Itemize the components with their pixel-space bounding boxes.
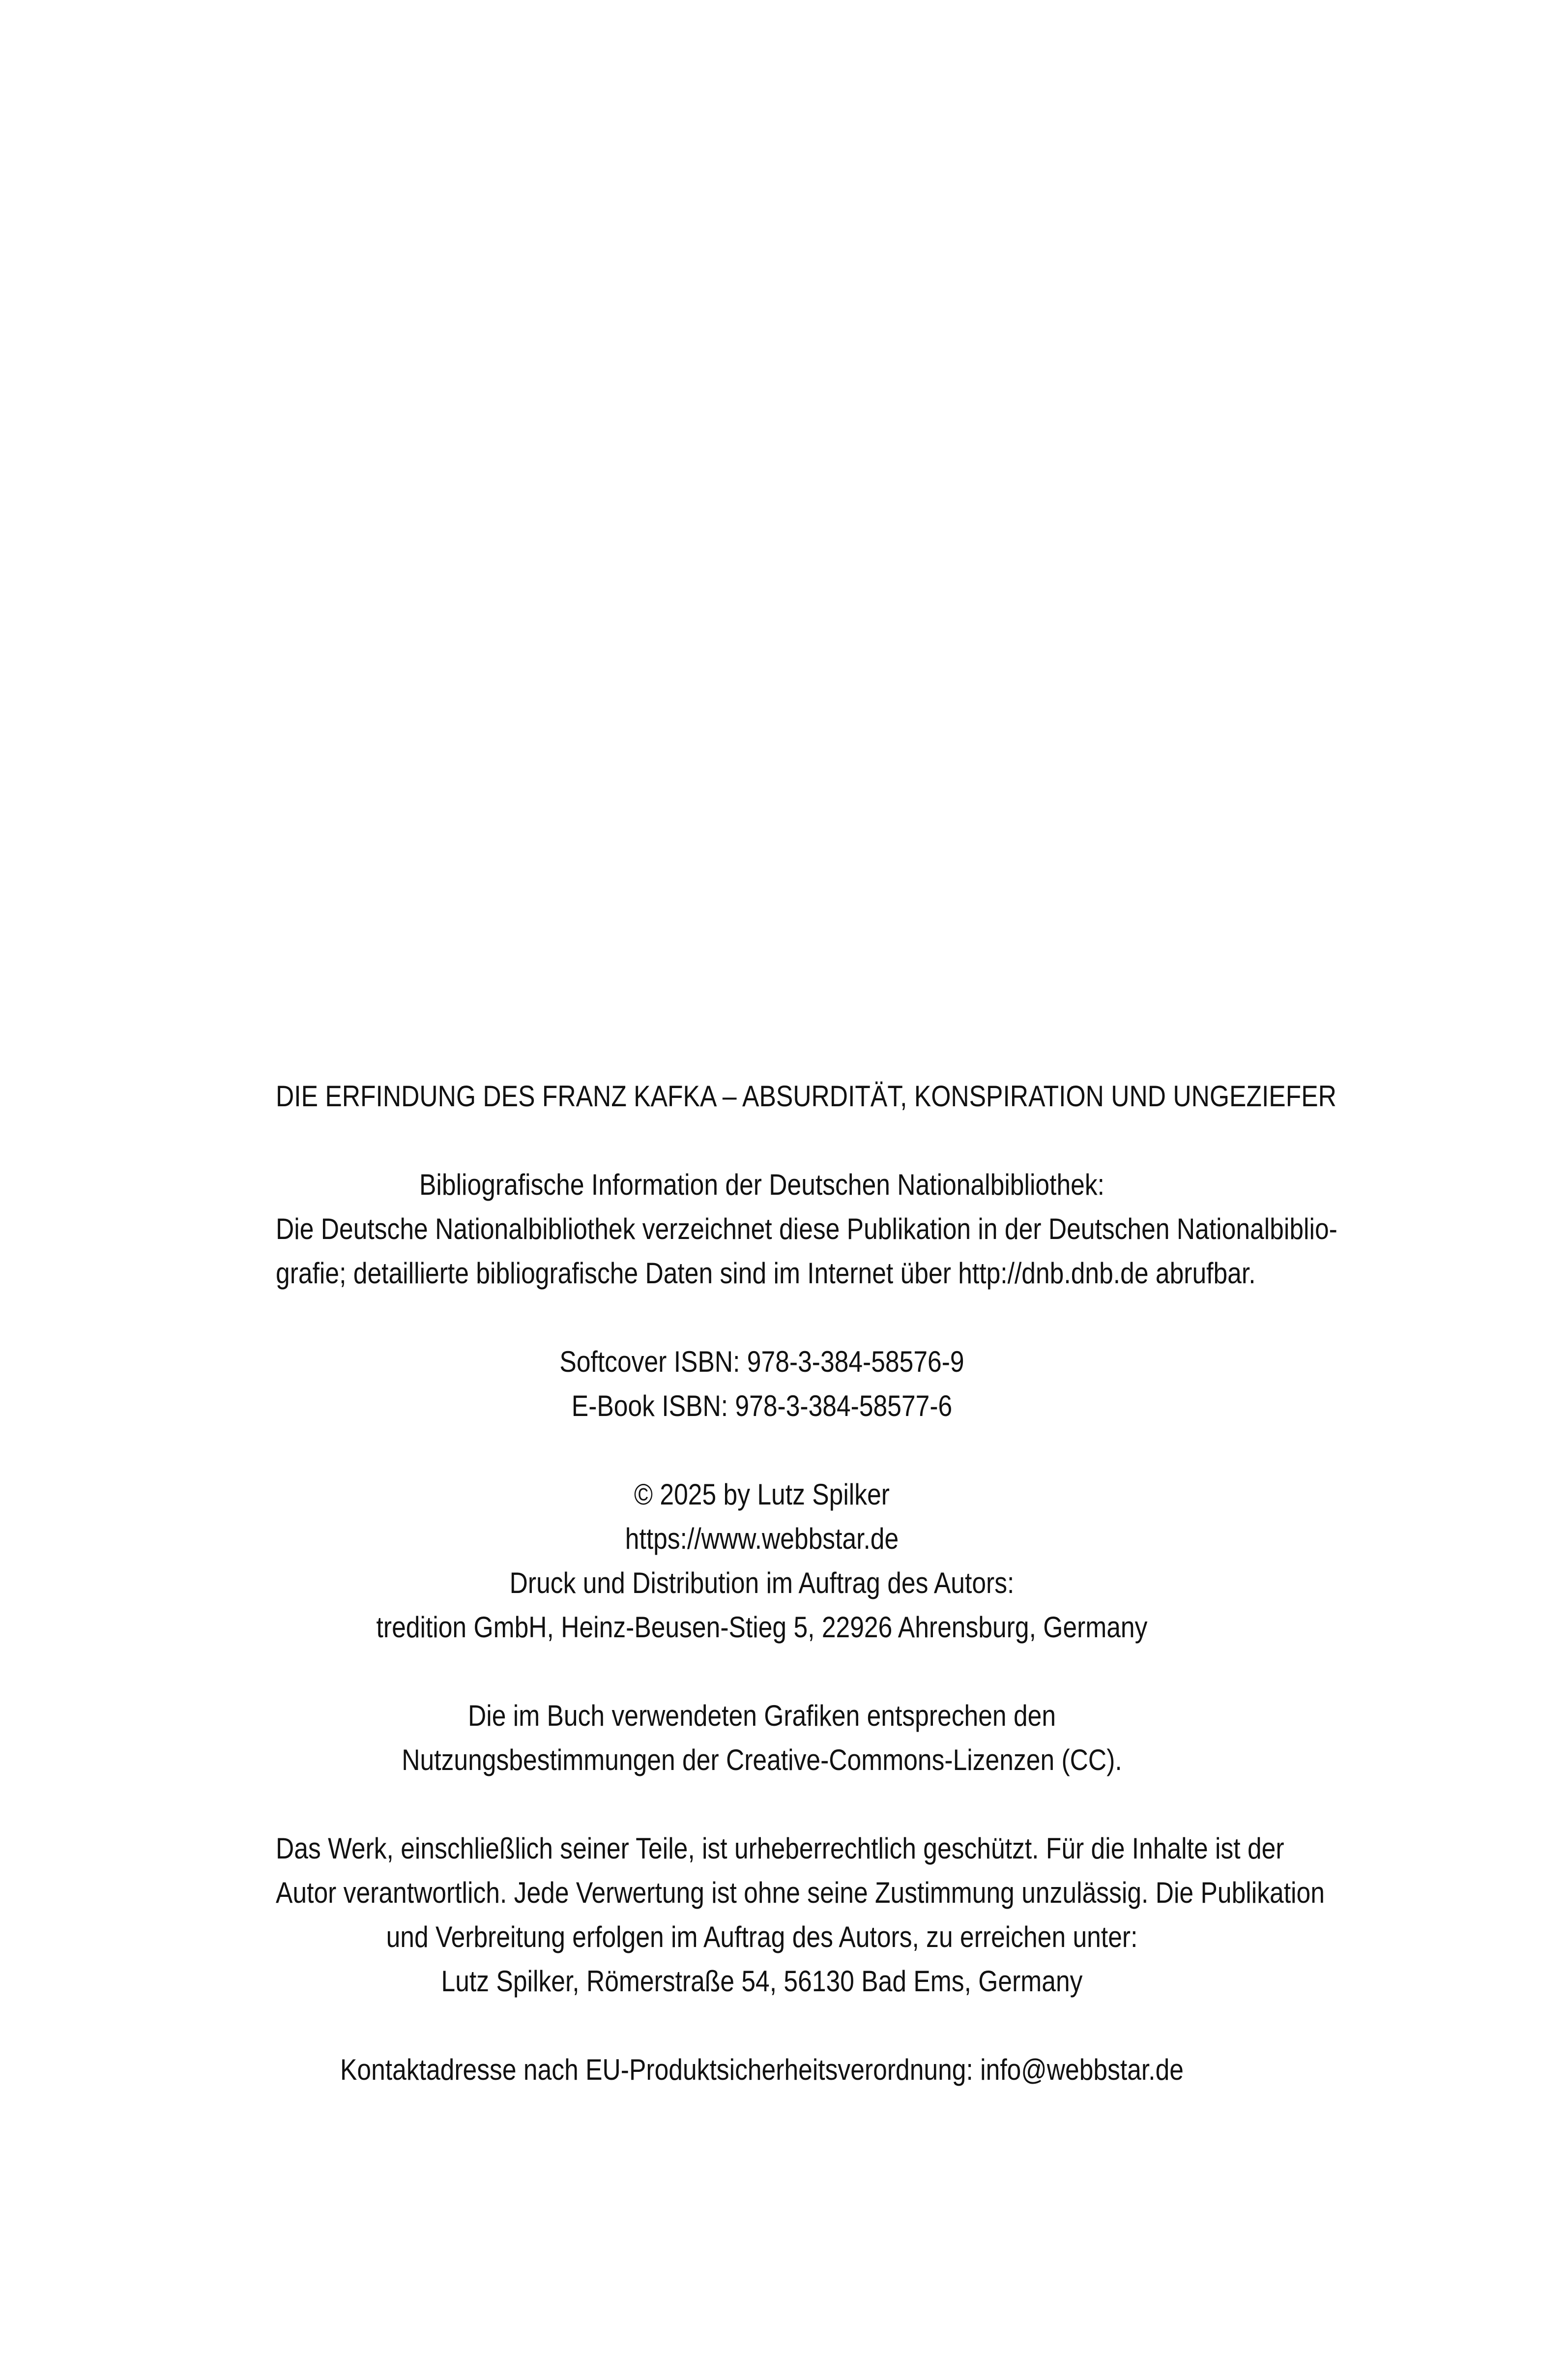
rights-line: und Verbreitung erfolgen im Auftrag des Autors, zu erreichen unter: bbox=[386, 1920, 1138, 1953]
copyright-notice: © 2025 by Lutz Spilker bbox=[634, 1478, 890, 1511]
graphics-license-line: Nutzungsbestimmungen der Creative-Commons-Lizenzen (CC). bbox=[402, 1743, 1122, 1776]
bibliography-text-line: grafie; detaillierte bibliografische Daten sind im Internet über http://dnb.dnb.de abrufbar. bbox=[276, 1257, 1256, 1290]
contact-address: Kontaktadresse nach EU-Produktsicherheitsverordnung: info@webbstar.de bbox=[340, 2053, 1184, 2086]
bibliography-text-line: Die Deutsche Nationalbibliothek verzeichnet diese Publikation in der Deutschen Nationalbiblio- bbox=[276, 1212, 1337, 1245]
isbn-block bbox=[276, 1340, 1248, 1428]
bibliography-block bbox=[276, 1163, 1337, 1296]
book-title-block bbox=[276, 1074, 1336, 1119]
rights-block bbox=[276, 1827, 1325, 2004]
rights-line: Autor verantwortlich. Jede Verwertung ist ohne seine Zustimmung unzulässig. Die Publikation bbox=[276, 1876, 1325, 1909]
author-address: Lutz Spilker, Römerstraße 54, 56130 Bad Ems, Germany bbox=[441, 1965, 1083, 1998]
bibliography-heading: Bibliografische Information der Deutschen Nationalbibliothek: bbox=[419, 1168, 1104, 1201]
author-website: https://www.webbstar.de bbox=[625, 1522, 899, 1555]
rights-line: Das Werk, einschließlich seiner Teile, ist urheberrechtlich geschützt. Für die Inhalte ist der bbox=[276, 1832, 1284, 1865]
publisher-block bbox=[276, 1473, 1248, 1650]
softcover-isbn: Softcover ISBN: 978-3-384-58576-9 bbox=[559, 1345, 964, 1378]
distribution-note: Druck und Distribution im Auftrag des Autors: bbox=[509, 1566, 1015, 1599]
imprint-page bbox=[276, 1074, 1337, 2092]
graphics-license-block bbox=[276, 1694, 1248, 1782]
contact-block bbox=[276, 2048, 1248, 2092]
ebook-isbn: E-Book ISBN: 978-3-384-58577-6 bbox=[571, 1389, 953, 1422]
publisher-address: tredition GmbH, Heinz-Beusen-Stieg 5, 22926 Ahrensburg, Germany bbox=[376, 1611, 1148, 1644]
graphics-license-line: Die im Buch verwendeten Grafiken entsprechen den bbox=[467, 1699, 1056, 1732]
book-title: DIE ERFINDUNG DES FRANZ KAFKA – ABSURDITÄT, KONSPIRATION UND UNGEZIEFER bbox=[276, 1080, 1336, 1113]
